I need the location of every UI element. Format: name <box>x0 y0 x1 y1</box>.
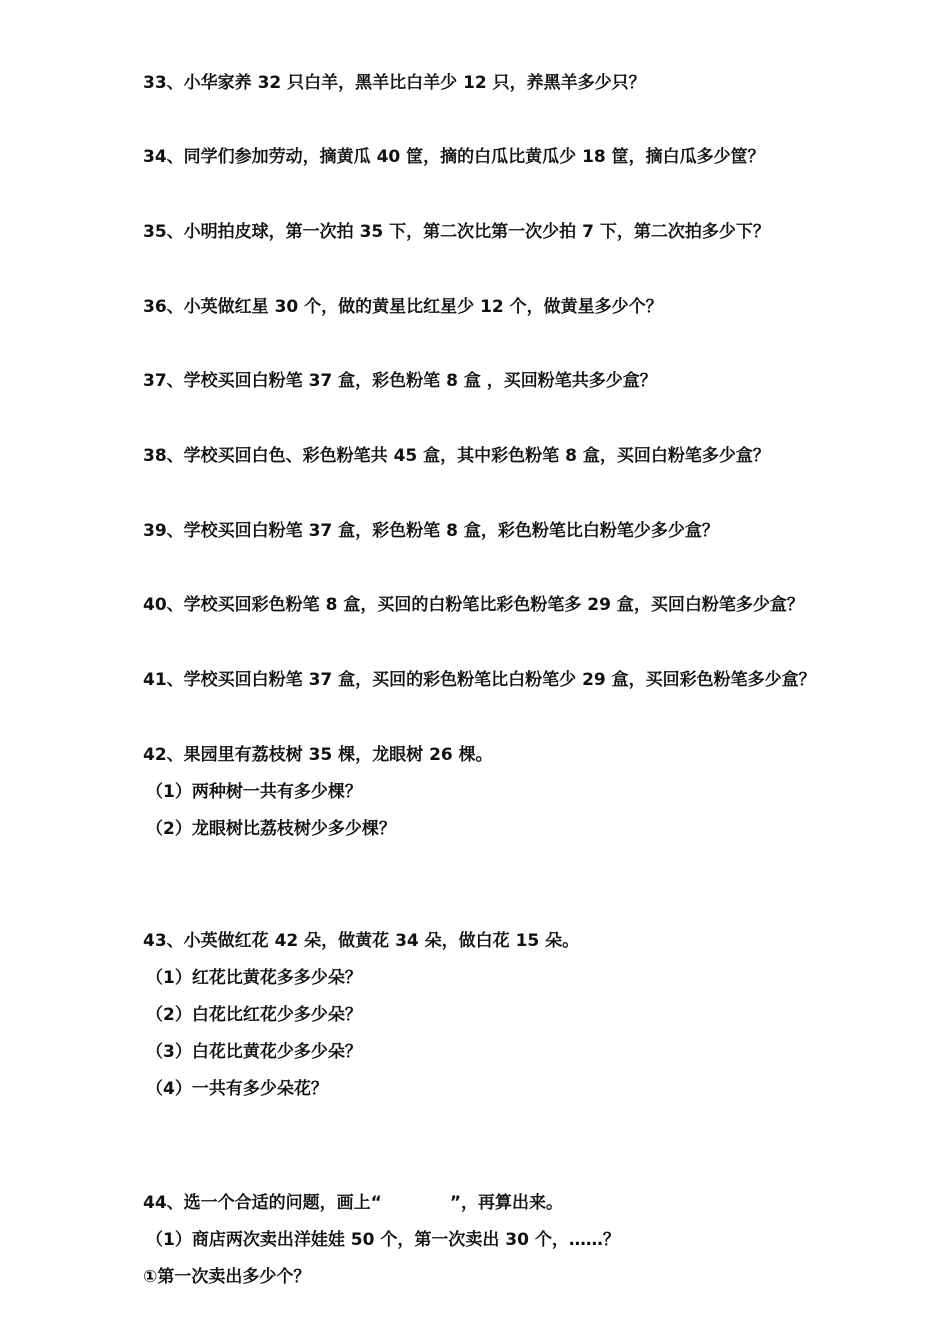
question-44-sub-1: （1）商店两次卖出洋娃娃 50 个，第一次卖出 30 个，……？ <box>146 1230 620 1250</box>
question-42-sub-2: （2）龙眼树比荔枝树少多少棵？ <box>146 819 396 839</box>
question-42-stem: 42、果园里有荔枝树 35 棵，龙眼树 26 棵。 <box>143 745 493 765</box>
question-33: 33、小华家养 32 只白羊，黑羊比白羊少 12 只，养黑羊多少只？ <box>143 73 646 93</box>
question-43-sub-1: （1）红花比黄花多多少朵？ <box>146 968 362 988</box>
question-36: 36、小英做红星 30 个，做的黄星比红星少 12 个，做黄星多少个？ <box>143 297 663 317</box>
question-40: 40、学校买回彩色粉笔 8 盒，买回的白粉笔比彩色粉笔多 29 盒，买回白粉笔多少盒？ <box>143 595 804 615</box>
question-38: 38、学校买回白色、彩色粉笔共 45 盒，其中彩色粉笔 8 盒，买回白粉笔多少盒？ <box>143 446 770 466</box>
question-42-sub-1: （1）两种树一共有多少棵？ <box>146 782 362 802</box>
question-39: 39、学校买回白粉笔 37 盒，彩色粉笔 8 盒，彩色粉笔比白粉笔少多少盒？ <box>143 521 719 541</box>
question-37: 37、学校买回白粉笔 37 盒，彩色粉笔 8 盒 ，买回粉笔共多少盒？ <box>143 371 657 391</box>
question-43-sub-3: （3）白花比黄花少多少朵？ <box>146 1042 362 1062</box>
question-35: 35、小明拍皮球，第一次拍 35 下，第二次比第一次少拍 7 下，第二次拍多少下？ <box>143 222 770 242</box>
question-43-sub-2: （2）白花比红花少多少朵？ <box>146 1005 362 1025</box>
question-41: 41、学校买回白粉笔 37 盒，买回的彩色粉笔比白粉笔少 29 盒，买回彩色粉笔多少盒？ <box>143 670 816 690</box>
question-44-stem: 44、选一个合适的问题，画上“ ”，再算出来。 <box>143 1193 564 1213</box>
question-43-stem: 43、小英做红花 42 朵，做黄花 34 朵，做白花 15 朵。 <box>143 931 580 951</box>
question-43-sub-4: （4）一共有多少朵花？ <box>146 1079 328 1099</box>
question-44-option-1: ①第一次卖出多少个？ <box>143 1267 311 1287</box>
question-34: 34、同学们参加劳动，摘黄瓜 40 筐，摘的白瓜比黄瓜少 18 筐，摘白瓜多少筐？ <box>143 147 765 167</box>
